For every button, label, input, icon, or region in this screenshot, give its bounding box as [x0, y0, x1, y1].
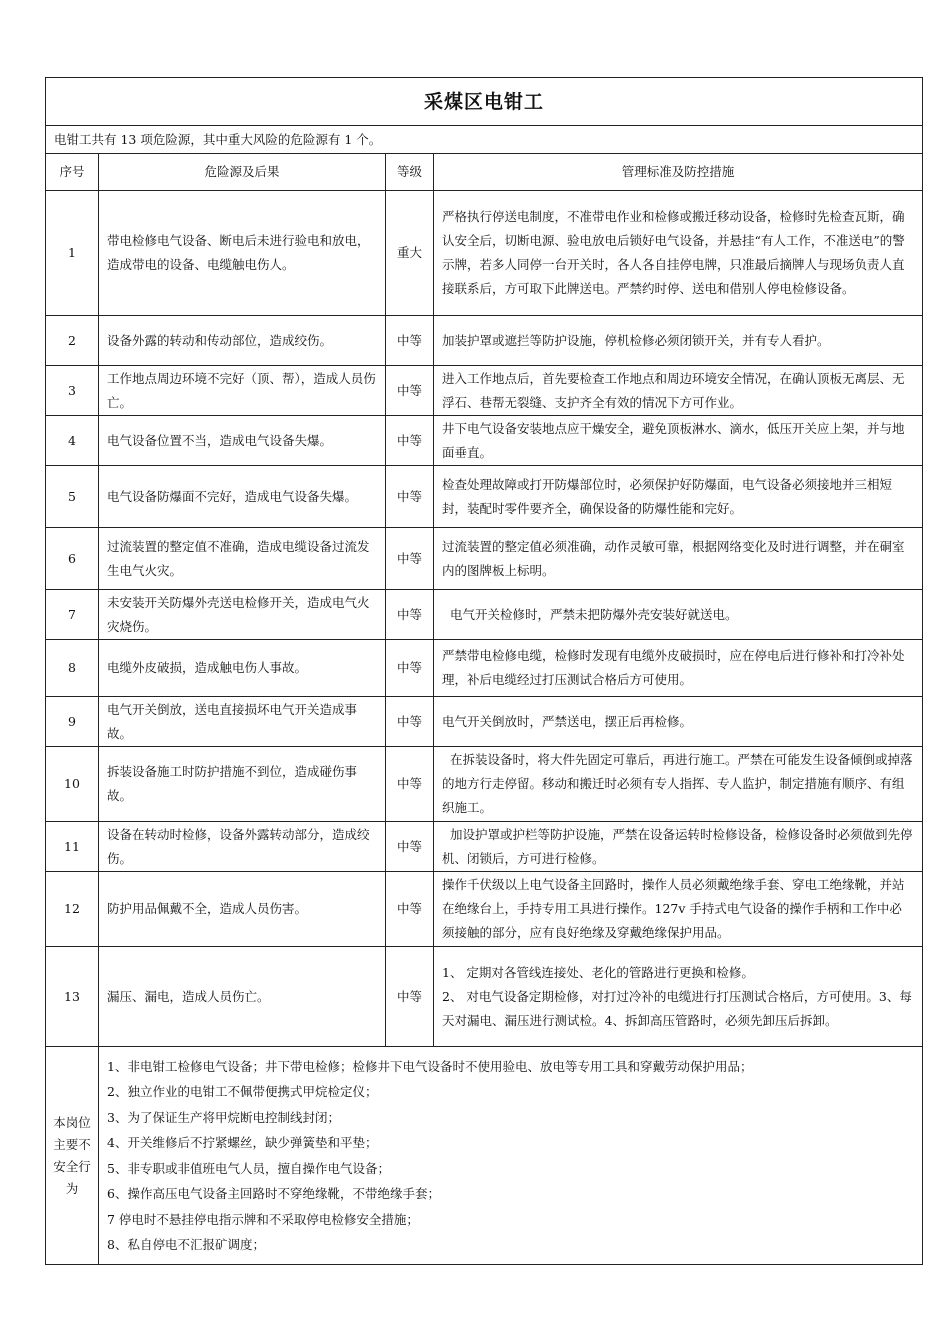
measures-cell: 加装护罩或遮拦等防护设施，停机检修必须闭锁开关，并有专人看护。 — [434, 316, 923, 366]
unsafe-behaviors-row — [46, 1047, 923, 1265]
summary-text: 电钳工共有 13 项危险源，其中重大风险的危险源有 1 个。 — [46, 126, 923, 154]
risk-level: 重大 — [386, 191, 434, 316]
table-row — [46, 947, 923, 1047]
measures-cell: 在拆装设备时，将大件先固定可靠后，再进行施工。严禁在可能发生设备倾倒或掉落的地方行走停留。移动和搬迁时必须有专人指挥、专人监护，制定措施有顺序、有组织施工。 — [434, 747, 923, 822]
row-number: 4 — [46, 416, 99, 466]
measure-line: 2、 对电气设备定期检修，对打过冷补的电缆进行打压测试合格后，方可使用。3、每天对漏电、漏压进行测试检。4、拆卸高压管路时，必须先卸压后拆卸。 — [442, 988, 912, 1028]
header-no: 序号 — [46, 154, 99, 191]
measure-line: 1、 定期对各管线连接处、老化的管路进行更换和检修。 — [442, 964, 754, 980]
row-number: 5 — [46, 466, 99, 528]
header-level: 等级 — [386, 154, 434, 191]
risk-level: 中等 — [386, 316, 434, 366]
unsafe-behaviors-list — [99, 1047, 923, 1265]
row-number: 8 — [46, 640, 99, 697]
header-hazard: 危险源及后果 — [99, 154, 386, 191]
table-row — [46, 528, 923, 590]
row-number: 13 — [46, 947, 99, 1047]
page-title: 采煤区电钳工 — [46, 78, 923, 126]
list-item: 8、私自停电不汇报矿调度； — [107, 1237, 265, 1252]
table-row — [46, 316, 923, 366]
row-number: 3 — [46, 366, 99, 416]
hazard-cell: 设备在转动时检修，设备外露转动部分，造成绞伤。 — [99, 822, 386, 872]
measures-cell: 操作千伏级以上电气设备主回路时，操作人员必须戴绝缘手套、穿电工绝缘靴，并站在绝缘台上，手持专用工具进行操作。127v 手持式电气设备的操作手柄和工作中必须接触的部分，应有良好绝缘及穿戴绝缘保护用品。 — [434, 872, 923, 947]
measures-cell: 检查处理故障或打开防爆部位时，必须保护好防爆面，电气设备必须接地并三相短封，装配时零件要齐全，确保设备的防爆性能和完好。 — [434, 466, 923, 528]
table-row — [46, 747, 923, 822]
row-number: 11 — [46, 822, 99, 872]
hazard-cell: 电气开关倒放，送电直接损坏电气开关造成事故。 — [99, 697, 386, 747]
row-number: 12 — [46, 872, 99, 947]
list-item: 2、独立作业的电钳工不佩带便携式甲烷检定仪； — [107, 1084, 378, 1099]
risk-level: 中等 — [386, 416, 434, 466]
hazard-cell: 过流装置的整定值不准确，造成电缆设备过流发生电气火灾。 — [99, 528, 386, 590]
row-number: 1 — [46, 191, 99, 316]
row-number: 2 — [46, 316, 99, 366]
risk-level: 中等 — [386, 747, 434, 822]
hazard-cell: 未安装开关防爆外壳送电检修开关，造成电气火灾烧伤。 — [99, 590, 386, 640]
unsafe-behaviors-label: 本岗位主要不安全行为 — [46, 1047, 99, 1265]
list-item: 6、操作高压电气设备主回路时不穿绝缘靴，不带绝缘手套； — [107, 1186, 440, 1201]
risk-level: 中等 — [386, 528, 434, 590]
row-number: 6 — [46, 528, 99, 590]
risk-level: 中等 — [386, 872, 434, 947]
measures-cell: 严禁带电检修电缆，检修时发现有电缆外皮破损时，应在停电后进行修补和打冷补处理，补后电缆经过打压测试合格后方可使用。 — [434, 640, 923, 697]
row-number: 7 — [46, 590, 99, 640]
measures-cell: 过流装置的整定值必须准确，动作灵敏可靠，根据网络变化及时进行调整，并在硐室内的图牌板上标明。 — [434, 528, 923, 590]
measures-cell: 电气开关倒放时，严禁送电，摆正后再检修。 — [434, 697, 923, 747]
document-sheet — [45, 77, 922, 1265]
risk-level: 中等 — [386, 640, 434, 697]
measures-cell: 井下电气设备安装地点应干燥安全，避免顶板淋水、滴水，低压开关应上架，并与地面垂直。 — [434, 416, 923, 466]
table-row — [46, 366, 923, 416]
summary-row — [46, 126, 923, 154]
table-row — [46, 191, 923, 316]
row-number: 10 — [46, 747, 99, 822]
table-row — [46, 466, 923, 528]
measures-cell: 加设护罩或护栏等防护设施，严禁在设备运转时检修设备，检修设备时必须做到先停机、闭锁后，方可进行检修。 — [434, 822, 923, 872]
risk-level: 中等 — [386, 590, 434, 640]
risk-level: 中等 — [386, 947, 434, 1047]
list-item: 7 停电时不悬挂停电指示牌和不采取停电检修安全措施； — [107, 1211, 419, 1227]
hazard-cell: 电缆外皮破损，造成触电伤人事故。 — [99, 640, 386, 697]
hazard-cell: 工作地点周边环境不完好（顶、帮），造成人员伤亡。 — [99, 366, 386, 416]
hazard-cell: 带电检修电气设备、断电后未进行验电和放电，造成带电的设备、电缆触电伤人。 — [99, 191, 386, 316]
table-row — [46, 590, 923, 640]
hazard-cell: 漏压、漏电，造成人员伤亡。 — [99, 947, 386, 1047]
list-item: 4、开关维修后不拧紧螺丝，缺少弹簧垫和平垫； — [107, 1135, 378, 1150]
measures-cell: 进入工作地点后，首先要检查工作地点和周边环境安全情况，在确认顶板无离层、无浮石、巷帮无裂缝、支护齐全有效的情况下方可作业。 — [434, 366, 923, 416]
list-item: 1、非电钳工检修电气设备；井下带电检修；检修井下电气设备时不使用验电、放电等专用工具和穿戴劳动保护用品； — [107, 1058, 753, 1074]
hazard-cell: 拆装设备施工时防护措施不到位，造成碰伤事故。 — [99, 747, 386, 822]
table-row — [46, 822, 923, 872]
measures-cell — [434, 947, 923, 1047]
header-row — [46, 154, 923, 191]
hazard-cell: 电气设备防爆面不完好，造成电气设备失爆。 — [99, 466, 386, 528]
row-number: 9 — [46, 697, 99, 747]
risk-level: 中等 — [386, 697, 434, 747]
list-item: 3、为了保证生产将甲烷断电控制线封闭； — [107, 1109, 340, 1125]
hazard-table — [45, 77, 923, 1265]
table-row — [46, 416, 923, 466]
table-row — [46, 640, 923, 697]
header-measures: 管理标准及防控措施 — [434, 154, 923, 191]
risk-level: 中等 — [386, 822, 434, 872]
risk-level: 中等 — [386, 466, 434, 528]
risk-level: 中等 — [386, 366, 434, 416]
table-row — [46, 697, 923, 747]
hazard-cell: 防护用品佩戴不全，造成人员伤害。 — [99, 872, 386, 947]
measures-cell: 电气开关检修时，严禁未把防爆外壳安装好就送电。 — [434, 590, 923, 640]
title-row — [46, 78, 923, 126]
table-row — [46, 872, 923, 947]
hazard-cell: 电气设备位置不当，造成电气设备失爆。 — [99, 416, 386, 466]
list-item: 5、非专职或非值班电气人员，擅自操作电气设备； — [107, 1160, 390, 1176]
hazard-cell: 设备外露的转动和传动部位，造成绞伤。 — [99, 316, 386, 366]
measures-cell: 严格执行停送电制度，不准带电作业和检修或搬迁移动设备，检修时先检查瓦斯，确认安全后，切断电源、验电放电后锁好电气设备，并悬挂“有人工作，不准送电”的警示牌，若多人同停一台开关时，各人各自挂停电牌，只准最后摘牌人与现场负责人直接联系后，方可取下此牌送电。严禁约时停、送电和借别人停电检修设备。 — [434, 191, 923, 316]
